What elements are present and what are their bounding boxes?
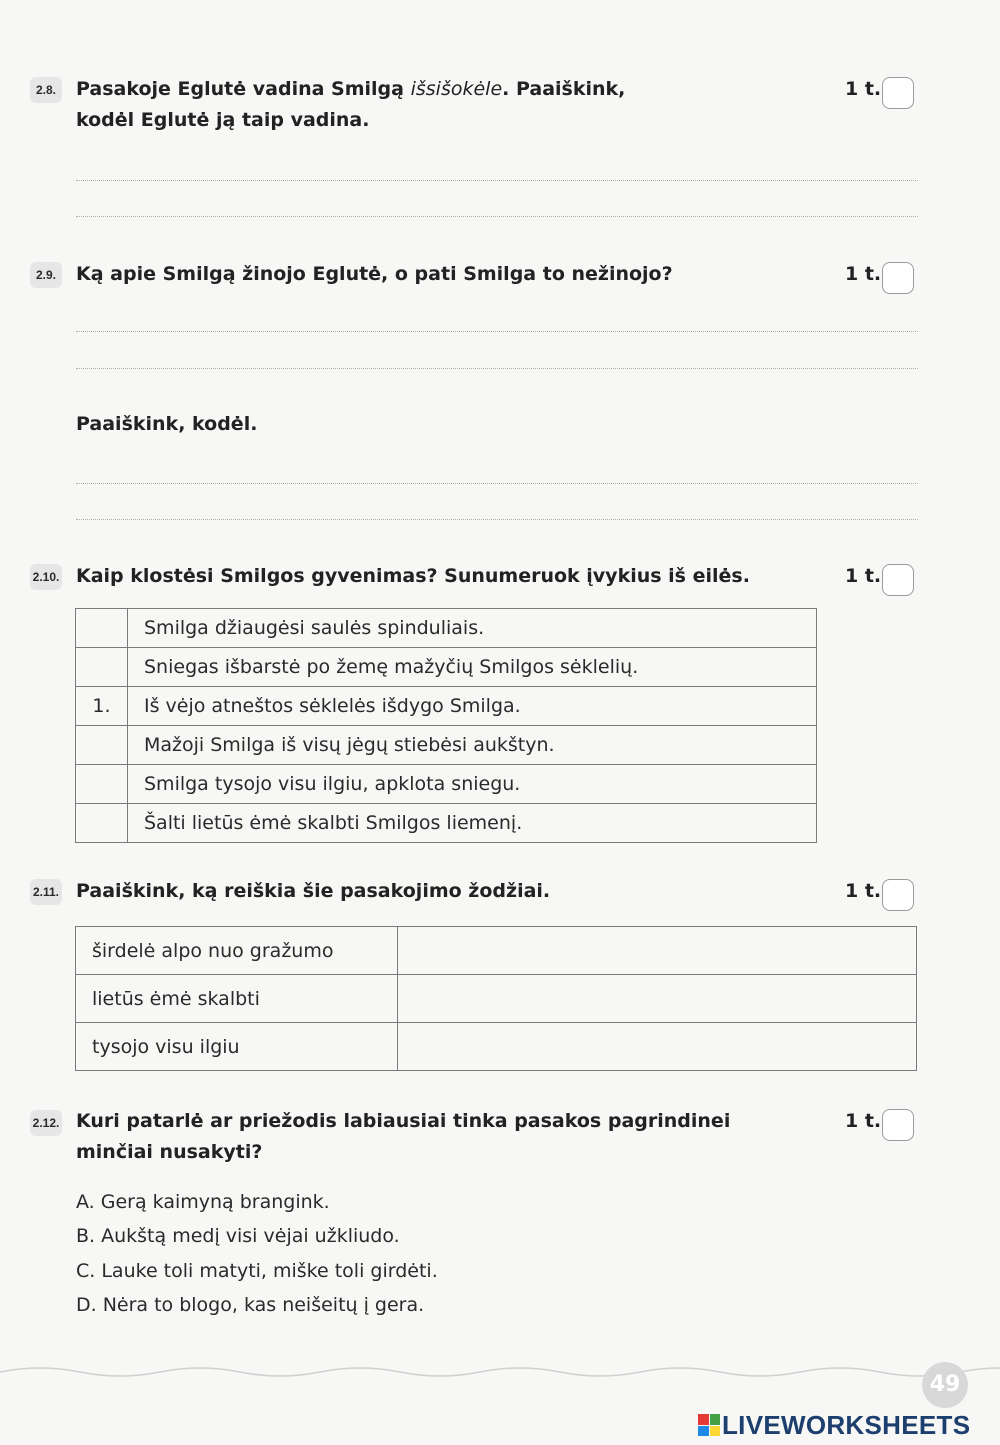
question-number: 2.11. — [30, 879, 62, 905]
table-row — [76, 927, 917, 975]
question-text-line2: minčiai nusakyti? — [76, 1141, 263, 1163]
answer-option-b[interactable]: B. Aukštą medį visi vėjai užkliudo. — [76, 1225, 400, 1247]
liveworksheets-brand[interactable] — [698, 1410, 970, 1440]
answer-line[interactable] — [76, 180, 918, 181]
meaning-answer-cell[interactable] — [398, 1023, 917, 1071]
table-row — [76, 1023, 917, 1071]
points-label: 1 t. — [845, 880, 882, 902]
question-text: Paaiškink, ką reiškia šie pasakojimo žodžiai. — [76, 880, 551, 902]
meaning-table — [75, 926, 917, 1071]
points-box[interactable] — [882, 879, 914, 911]
events-order-table — [75, 608, 817, 843]
points-label: 1 t. — [845, 263, 882, 285]
table-row — [76, 975, 917, 1023]
event-text-cell: Mažoji Smilga iš visų jėgų stiebėsi aukštyn. — [128, 726, 817, 765]
points-box[interactable] — [882, 1109, 914, 1141]
order-number-cell: 1. — [76, 687, 128, 726]
brand-name: LIVEWORKSHEETS — [722, 1409, 971, 1440]
order-number-cell[interactable] — [76, 765, 128, 804]
event-text-cell: Smilga tysojo visu ilgiu, apklota sniegu. — [128, 765, 817, 804]
answer-line[interactable] — [76, 483, 918, 484]
order-number-cell[interactable] — [76, 609, 128, 648]
question-number: 2.8. — [30, 77, 62, 103]
table-row — [76, 609, 817, 648]
question-text-part: . Paaiškink, — [502, 78, 626, 100]
question-text-part: Pasakoje Eglutė vadina Smilgą — [76, 78, 411, 100]
order-number-cell[interactable] — [76, 804, 128, 843]
points-label: 1 t. — [845, 1110, 882, 1132]
answer-option-d[interactable]: D. Nėra to blogo, kas neišeitų į gera. — [76, 1294, 425, 1316]
event-text-cell: Smilga džiaugėsi saulės spinduliais. — [128, 609, 817, 648]
page-number-badge: 49 — [922, 1362, 968, 1408]
table-row — [76, 726, 817, 765]
order-number-cell[interactable] — [76, 726, 128, 765]
question-text-line2: kodėl Eglutė ją taip vadina. — [76, 109, 370, 131]
answer-line[interactable] — [76, 368, 918, 369]
table-row — [76, 765, 817, 804]
question-text-italic: išsišokėle — [410, 78, 503, 100]
question-text — [76, 74, 796, 136]
order-number-cell[interactable] — [76, 648, 128, 687]
question-number: 2.12. — [30, 1110, 62, 1136]
question-text-line1: Kuri patarlė ar priežodis labiausiai tinka pasakos pagrindinei — [76, 1110, 731, 1132]
points-label: 1 t. — [845, 565, 882, 587]
phrase-cell: tysojo visu ilgiu — [76, 1023, 398, 1071]
phrase-cell: lietūs ėmė skalbti — [76, 975, 398, 1023]
answer-line[interactable] — [76, 331, 918, 332]
decorative-wave-divider — [0, 1360, 1000, 1384]
event-text-cell: Iš vėjo atneštos sėklelės išdygo Smilga. — [128, 687, 817, 726]
points-label: 1 t. — [845, 78, 882, 100]
question-text: Ką apie Smilgą žinojo Eglutė, o pati Smilga to nežinojo? — [76, 263, 673, 285]
event-text-cell: Sniegas išbarstė po žemę mažyčių Smilgos sėklelių. — [128, 648, 817, 687]
followup-prompt: Paaiškink, kodėl. — [76, 413, 258, 435]
liveworksheets-logo-icon — [698, 1414, 720, 1436]
answer-option-c[interactable]: C. Lauke toli matyti, miške toli girdėti. — [76, 1260, 438, 1282]
event-text-cell: Šalti lietūs ėmė skalbti Smilgos liemenį. — [128, 804, 817, 843]
answer-option-a[interactable]: A. Gerą kaimyną brangink. — [76, 1191, 330, 1213]
table-row — [76, 804, 817, 843]
question-text: Kaip klostėsi Smilgos gyvenimas? Sunumeruok įvykius iš eilės. — [76, 565, 750, 587]
answer-line[interactable] — [76, 216, 918, 217]
question-text — [76, 1106, 836, 1168]
table-row — [76, 687, 817, 726]
question-number: 2.9. — [30, 262, 62, 288]
meaning-answer-cell[interactable] — [398, 975, 917, 1023]
answer-line[interactable] — [76, 519, 918, 520]
meaning-answer-cell[interactable] — [398, 927, 917, 975]
question-number: 2.10. — [30, 564, 62, 590]
points-box[interactable] — [882, 77, 914, 109]
points-box[interactable] — [882, 262, 914, 294]
points-box[interactable] — [882, 564, 914, 596]
table-row — [76, 648, 817, 687]
phrase-cell: širdelė alpo nuo gražumo — [76, 927, 398, 975]
